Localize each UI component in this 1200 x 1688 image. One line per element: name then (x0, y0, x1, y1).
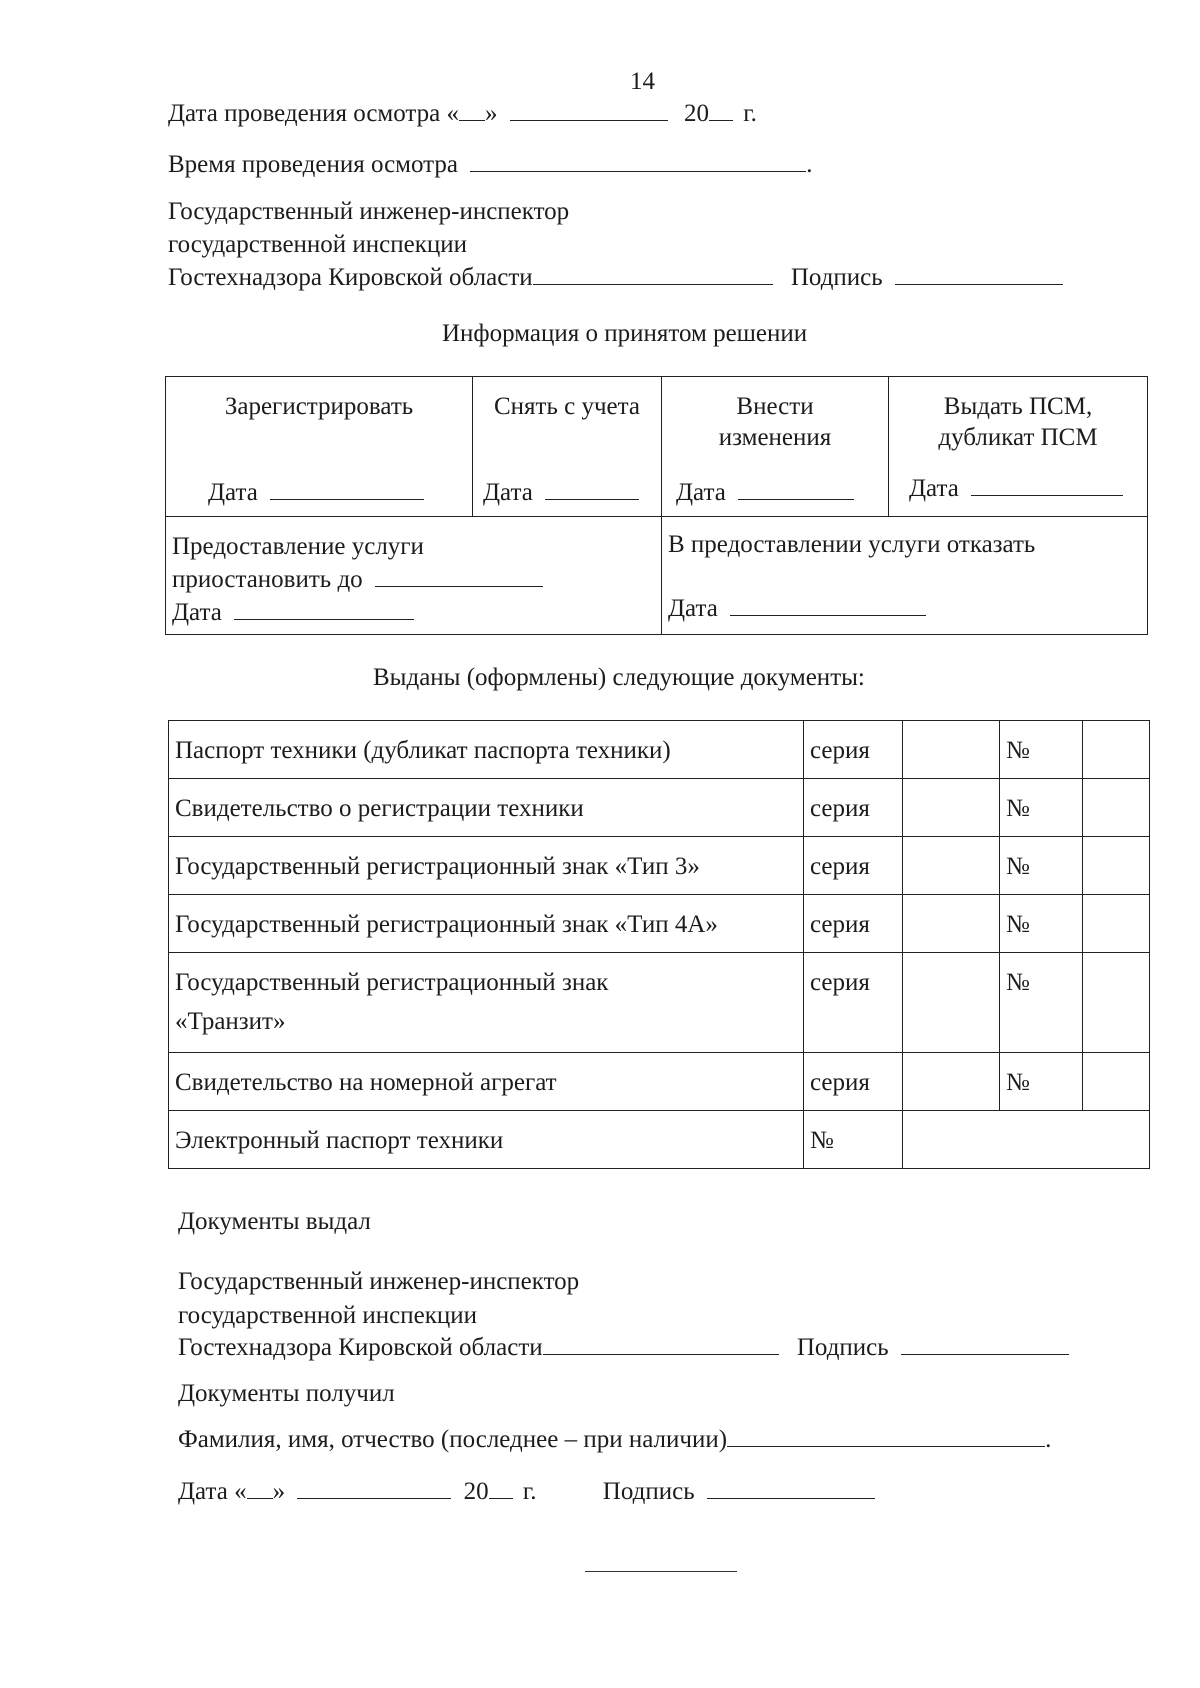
inspection-time-end: . (806, 151, 813, 178)
inspector-signature-label: Подпись (790, 264, 883, 291)
table-row (169, 895, 1150, 953)
number-label: № (1000, 953, 1083, 1053)
decision-refuse-label: В предоставлении услуги отказать (668, 531, 1036, 558)
decision-changes-cell[interactable] (662, 377, 889, 517)
series-field[interactable] (903, 1053, 1000, 1111)
series-field[interactable] (903, 837, 1000, 895)
inspector-org: Гостехнадзора Кировской области (168, 264, 533, 291)
series-label: серия (804, 779, 903, 837)
decision-suspend-line2 (172, 564, 543, 595)
recipient-fio-line (178, 1424, 1051, 1455)
date-field[interactable] (971, 494, 1123, 496)
issuer-line-3 (178, 1332, 1069, 1363)
decision-heading: Информация о принятом решении (442, 320, 808, 347)
inspector-signature-field[interactable] (895, 283, 1063, 285)
doc-name-line1: Государственный регистрационный знак (175, 969, 609, 996)
decision-changes-line1: Внести (736, 393, 814, 420)
number-field[interactable] (1083, 779, 1150, 837)
series-field[interactable] (903, 953, 1000, 1053)
decision-issue-label (889, 377, 1147, 454)
recipient-fio-label: Фамилия, имя, отчество (последнее – при наличии) (178, 1426, 728, 1453)
issuer-signature-field[interactable] (901, 1353, 1069, 1355)
inspector-line-2: государственной инспекции (168, 231, 468, 258)
table-row (169, 837, 1150, 895)
receipt-signature-field[interactable] (707, 1497, 875, 1499)
decision-deregister-date (483, 477, 639, 508)
inspection-month-field[interactable] (510, 119, 668, 121)
series-label: серия (804, 1053, 903, 1111)
inspection-year-prefix: 20 (684, 100, 709, 127)
decision-register-date (208, 477, 424, 508)
number-field[interactable] (1083, 721, 1150, 779)
decision-register-label: Зарегистрировать (224, 393, 414, 420)
inspection-date-quote: » (485, 100, 498, 127)
doc-name: Государственный регистрационный знак «Тип 4А» (169, 895, 804, 953)
decision-refuse-cell[interactable] (662, 517, 1148, 635)
inspector-name-field[interactable] (533, 283, 773, 285)
suspend-until-field[interactable] (375, 585, 543, 587)
received-by-label: Документы получил (178, 1380, 395, 1407)
number-label: № (1000, 895, 1083, 953)
doc-name (169, 953, 804, 1053)
inspection-date-line (168, 98, 757, 129)
decision-issue-cell[interactable] (889, 377, 1148, 517)
issued-by-label: Документы выдал (178, 1208, 371, 1235)
decision-changes-date (676, 477, 854, 508)
inspection-date-label: Дата проведения осмотра « (168, 100, 459, 127)
date-field[interactable] (738, 498, 854, 500)
inspection-year-field[interactable] (709, 119, 733, 121)
date-label: Дата (172, 599, 222, 626)
table-row (169, 779, 1150, 837)
receipt-date-quote: » (272, 1478, 286, 1505)
inspection-time-line (168, 149, 813, 180)
table-row (169, 1111, 1150, 1169)
doc-name: Государственный регистрационный знак «Тип 3» (169, 837, 804, 895)
date-label: Дата (483, 479, 533, 506)
decision-suspend-date (172, 597, 414, 628)
number-field[interactable] (1083, 837, 1150, 895)
inspector-line-1: Государственный инженер-инспектор (168, 198, 570, 225)
series-label: серия (804, 953, 903, 1053)
doc-name: Свидетельство о регистрации техники (169, 779, 804, 837)
closing-separator (585, 1571, 737, 1572)
doc-name-line2: «Транзит» (175, 1008, 286, 1036)
decision-issue-line2: дубликат ПСМ (938, 424, 1098, 452)
number-label: № (1000, 721, 1083, 779)
receipt-signature-label: Подпись (602, 1478, 695, 1505)
series-field[interactable] (903, 779, 1000, 837)
decision-table (165, 376, 1148, 635)
doc-name: Свидетельство на номерной агрегат (169, 1053, 804, 1111)
decision-suspend-cell[interactable] (166, 517, 662, 635)
inspection-time-label: Время проведения осмотра (168, 151, 459, 178)
decision-refuse-date (668, 593, 926, 624)
inspector-line-3 (168, 262, 1063, 293)
page-number: 14 (630, 68, 655, 95)
series-label: серия (804, 837, 903, 895)
issuer-org: Гостехнадзора Кировской области (178, 1334, 543, 1361)
receipt-year-field[interactable] (489, 1497, 513, 1499)
decision-register-cell[interactable] (166, 377, 473, 517)
receipt-year-suffix: г. (522, 1478, 537, 1505)
date-label: Дата (909, 475, 959, 502)
number-field[interactable] (1083, 895, 1150, 953)
date-field[interactable] (270, 498, 424, 500)
table-row (169, 953, 1150, 1053)
number-field[interactable] (1083, 953, 1150, 1053)
recipient-fio-end: . (1045, 1426, 1052, 1453)
decision-deregister-cell[interactable] (473, 377, 662, 517)
number-field[interactable] (903, 1111, 1150, 1169)
inspection-year-suffix: г. (743, 100, 757, 127)
decision-deregister-label: Снять с учета (494, 393, 640, 420)
series-label: серия (804, 895, 903, 953)
issuer-line-2: государственной инспекции (178, 1302, 478, 1329)
date-label: Дата (208, 479, 258, 506)
date-field[interactable] (545, 498, 639, 500)
decision-changes-line2: изменения (718, 424, 832, 452)
series-field[interactable] (903, 895, 1000, 953)
doc-name: Паспорт техники (дубликат паспорта техники) (169, 721, 804, 779)
documents-table (168, 720, 1150, 1169)
recipient-fio-field[interactable] (727, 1445, 1045, 1447)
decision-suspend-line1: Предоставление услуги (172, 533, 424, 560)
issuer-line-1: Государственный инженер-инспектор (178, 1268, 580, 1295)
issuer-name-field[interactable] (543, 1353, 779, 1355)
doc-name: Электронный паспорт техники (169, 1111, 804, 1169)
documents-heading: Выданы (оформлены) следующие документы: (373, 664, 865, 691)
receipt-year-prefix: 20 (463, 1478, 489, 1505)
number-label: № (1000, 1053, 1083, 1111)
date-field[interactable] (234, 618, 414, 620)
number-field[interactable] (1083, 1053, 1150, 1111)
series-label: серия (804, 721, 903, 779)
date-field[interactable] (730, 614, 926, 616)
decision-suspend-until: приостановить до (172, 566, 363, 593)
series-field[interactable] (903, 721, 1000, 779)
decision-issue-date (909, 473, 1123, 504)
number-label: № (1000, 779, 1083, 837)
table-row (169, 721, 1150, 779)
receipt-month-field[interactable] (297, 1497, 451, 1499)
date-label: Дата (676, 479, 726, 506)
receipt-date-line (178, 1476, 875, 1507)
receipt-date-label: Дата « (178, 1478, 247, 1505)
issuer-signature-label: Подпись (796, 1334, 889, 1361)
number-label: № (1000, 837, 1083, 895)
inspection-time-field[interactable] (470, 170, 806, 172)
table-row (169, 1053, 1150, 1111)
number-label: № (804, 1111, 903, 1169)
date-label: Дата (668, 595, 718, 622)
decision-issue-line1: Выдать ПСМ, (943, 393, 1093, 420)
decision-changes-label (662, 377, 888, 454)
